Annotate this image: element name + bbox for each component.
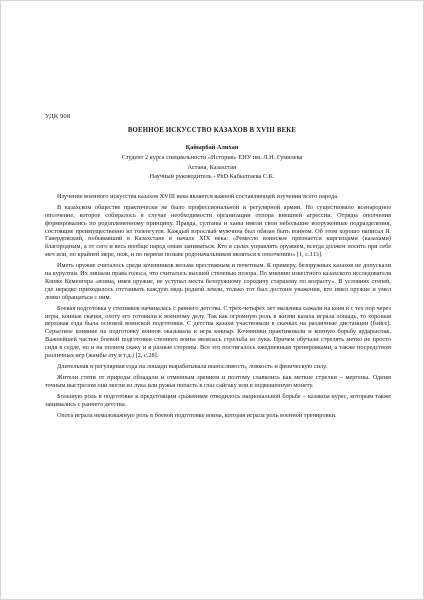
scientific-advisor: Научный руководитель - PhD Кабылтаева С.К. bbox=[149, 173, 275, 181]
paragraph: В казахском обществе практически не было профессиональной и регулярной армии. Но существовало всенародное ополчение, которое собиралось в случае необходимости организации отпора внешней агрессии. Отряды ополчения формировались по родоплеменному принципу. Правда, султаны и ханы имели свои небольшие вооруженные подразделения, состоящие преимущественно из толенгутов. Каждый взрослый мужчина был обязан быть воином. Об этом хорошо написал Я. Гавердовский, побывавший в Казахстане в начале XIX века: «Ремесло воинское признается киргизцами (казахами) благородным, а от сего и весь вообще народ оным заниматься. Кто в силах управлять оружием, всегда должен носить при себе меч или, по крайней мере, нож, и по первом позыве родоначальников являться к ополчению» [1, с.113]. bbox=[45, 204, 391, 259]
paragraph: Боевая подготовка у степняков начиналась с раннего детства. С трех-четырех лет мальчика сажали на коня и с тех пор через игры, конные скачки, охоту его готовили к военному делу. Так как огромную роль в жизни казаха играла лошадь, то хорошая верховая езда была основой воинской подготовки. С детства казахи участвовали в скачках на различные дистанции (бәйге). Серьезное влияние на подготовку воинов оказывала и игра көкпар. Кочевники практиковали и конную борьбу аударыспак. Важнейшей частью боевой подготовки степного воина являлась стрельба из лука. Причем обучали стрелять метко не просто сидя в седле, но и на полном скаку и в разные стороны. Все это постигалось ежедневным тренировками, а также посредством различных игр (жамбы ату и т.д.) [2, с.28]. bbox=[45, 304, 391, 359]
author-name: Қайырбай Алихан bbox=[185, 144, 239, 151]
paper-title: ВОЕННОЕ ИСКУССТВО КАЗАХОВ В XVIII ВЕКЕ bbox=[127, 127, 297, 134]
author-affiliation: Студент 2 курса специальности «История» ЕНУ им. Л.Н. Гумилева bbox=[121, 153, 303, 161]
paragraph: Охота играла немаловажную роль в боевой подготовке воина, которая играла роль военной тренировки. bbox=[57, 411, 337, 419]
author-block bbox=[1, 143, 423, 182]
paper-body bbox=[45, 193, 391, 423]
paragraph: Большую роль в подготовке к предстоящим сражениям отводилось национальной борьбе – казакша курес, которым также занимались с раннего детства. bbox=[45, 392, 391, 408]
paragraph: Длительная и регулярная езда на лошади вырабатывала выносливость, ловкость и физическую силу. bbox=[57, 362, 328, 370]
udk-code: УДК 908 bbox=[45, 113, 71, 120]
author-location: Астана, Казахстан bbox=[187, 163, 237, 171]
paragraph: Иметь оружие считалось среди кочевников весьма престижным и почетным. К примеру, безоружных казахов не допускали на курултаи. Их лишали права голоса, что считалось высшей степенью позора. По мнению известного казахского исследователя Кошке Кеменгера «воина, имея оружие, не уступал места безоружному сородичу старшему по возрасту». В условиях степей, где нередко приходилось отстаивать каждую пядь родной земли, только тот был достоин уважения, кто имел оружие и умел ловко обращаться с ним. bbox=[45, 262, 391, 301]
paragraph: Жители степи от природы обладали и отменным зрением и поэтому славились как меткие стрелки – мергены. Одним точным выстрелом они могли из лука или ружья попасть в глаз сайгаку или в подвешенную монету. bbox=[45, 373, 391, 389]
paragraph: Изучение военного искусства казахов XVIII века является важной составляющей изучении всего народа. bbox=[57, 193, 339, 200]
